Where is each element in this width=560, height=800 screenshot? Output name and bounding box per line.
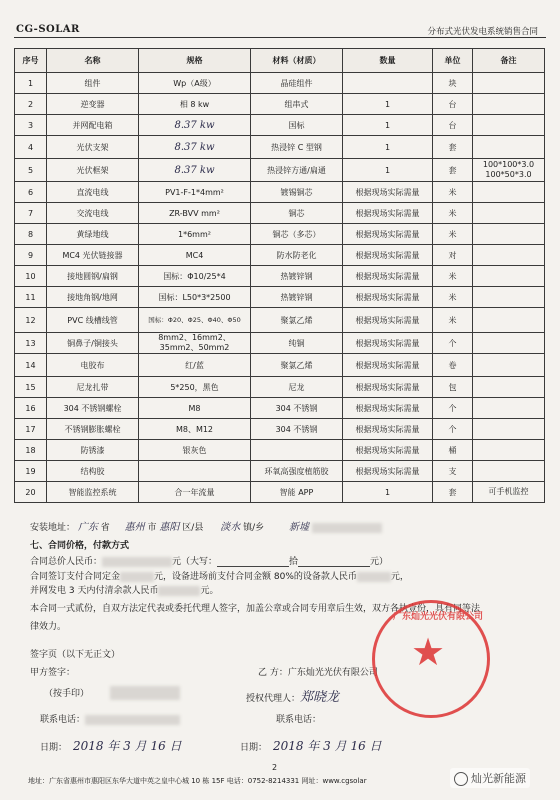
cell-no: 9 [15, 245, 47, 266]
deposit-line [30, 569, 409, 582]
total-price-yuan: 元） [370, 557, 389, 567]
effect-clause-line: 本合同一式贰份，自双方法定代表或委托代理人签字，加盖公章或合同专用章后生效，双方各执壹份，具有同等法 [30, 604, 481, 614]
redacted-signature [110, 686, 180, 700]
cell-name: 结构胶 [47, 461, 139, 482]
table-row [15, 287, 545, 308]
cell-unit: 套 [433, 482, 473, 503]
cell-qty: 根据现场实际需量 [343, 461, 433, 482]
cell-unit: 台 [433, 115, 473, 136]
install-city-suffix: 市 [147, 523, 157, 533]
redacted-equipment [357, 572, 391, 582]
col-header-no: 序号 [15, 49, 47, 73]
party-a-sign: 甲方签字： [30, 668, 76, 678]
cell-material: 热浸锌方通/扁通 [251, 159, 343, 182]
install-label: 安装地址： [30, 523, 76, 533]
cell-spec: 合一年流量 [139, 482, 251, 503]
cell-qty: 根据现场实际需量 [343, 440, 433, 461]
table-row [15, 159, 545, 182]
agent-label: 授权代理人： [246, 694, 301, 704]
table-row [15, 398, 545, 419]
cell-spec: 国标：L50*3*2500 [139, 287, 251, 308]
watermark [450, 768, 530, 788]
cell-spec: 5*250，黑色 [139, 377, 251, 398]
party-a-date [40, 737, 182, 754]
cell-no: 13 [15, 333, 47, 354]
cell-no: 19 [15, 461, 47, 482]
table-row [15, 440, 545, 461]
cell-material: 热镀锌钢 [251, 287, 343, 308]
cell-unit: 个 [433, 419, 473, 440]
cell-unit: 个 [433, 398, 473, 419]
cell-qty: 根据现场实际需量 [343, 419, 433, 440]
company-seal [372, 600, 490, 718]
cell-note [473, 73, 545, 94]
footer-address: 地址：广东省惠州市惠阳区东华大道中英之皇中心城 10 栋 15F 电话：0752-8214331 网址：www.cgsolar [28, 777, 367, 785]
cell-unit: 米 [433, 266, 473, 287]
table-row [15, 354, 545, 377]
cell-qty: 1 [343, 115, 433, 136]
install-province: 广东 [77, 522, 98, 533]
cell-spec: 国标：Φ20、Φ25、Φ40、Φ50 [139, 308, 251, 333]
total-price-shi: 拾 [289, 557, 299, 567]
cell-no: 14 [15, 354, 47, 377]
table-row [15, 461, 545, 482]
cell-unit: 个 [433, 333, 473, 354]
total-price-line [30, 554, 388, 567]
cell-no: 15 [15, 377, 47, 398]
effect-clause-line-2: 律效力。 [30, 622, 67, 632]
cell-note [473, 224, 545, 245]
cell-material: 尼龙 [251, 377, 343, 398]
cell-spec: 8mm2、16mm2、35mm2、50mm2 [139, 333, 251, 354]
cell-name: 黄绿地线 [47, 224, 139, 245]
cell-unit: 包 [433, 377, 473, 398]
install-district-suffix: 区/县 [182, 523, 204, 533]
cell-note [473, 354, 545, 377]
cell-unit: 桶 [433, 440, 473, 461]
cell-name: 并网配电箱 [47, 115, 139, 136]
install-city: 惠州 [124, 522, 145, 533]
cell-spec: 8.37 kw [139, 115, 251, 136]
cell-qty: 1 [343, 159, 433, 182]
party-b-name: 广东灿光光伏有限公司 [287, 668, 378, 678]
col-header-unit: 单位 [433, 49, 473, 73]
redacted-phone [85, 715, 180, 725]
total-price-daxie: 元（大写： [172, 557, 218, 567]
cell-spec: MC4 [139, 245, 251, 266]
cell-material: 铜芯 [251, 203, 343, 224]
cell-name: 防锈漆 [47, 440, 139, 461]
cell-note [473, 440, 545, 461]
cell-note [473, 245, 545, 266]
cell-qty: 根据现场实际需量 [343, 245, 433, 266]
cell-qty: 1 [343, 482, 433, 503]
cell-no: 5 [15, 159, 47, 182]
cell-name: 接地角钢/地网 [47, 287, 139, 308]
cell-spec: M8、M12 [139, 419, 251, 440]
install-town: 淡水 [220, 522, 241, 533]
cell-name: 接地圆钢/扁钢 [47, 266, 139, 287]
brand-logo-text: CG-SOLAR [16, 24, 80, 35]
table-row [15, 115, 545, 136]
table-row [15, 182, 545, 203]
table-row [15, 308, 545, 333]
amount-blank [217, 555, 289, 567]
cell-material: 热镀锌钢 [251, 266, 343, 287]
party-b-phone: 联系电话： [276, 715, 322, 725]
contract-title: 分布式光伏发电系统销售合同 [427, 27, 538, 37]
cell-unit: 套 [433, 136, 473, 159]
cell-material: 纯铜 [251, 333, 343, 354]
cell-note [473, 377, 545, 398]
table-row [15, 136, 545, 159]
cell-unit: 米 [433, 203, 473, 224]
table-header-row [15, 49, 545, 73]
cell-spec: M8 [139, 398, 251, 419]
cell-qty: 根据现场实际需量 [343, 354, 433, 377]
table-row [15, 73, 545, 94]
cell-note: 100*100*3.0 100*50*3.0 [473, 159, 545, 182]
table-row [15, 94, 545, 115]
cell-material [251, 440, 343, 461]
col-header-spec: 规格 [139, 49, 251, 73]
header-divider [14, 37, 546, 38]
redacted-address [312, 523, 382, 533]
cell-qty: 根据现场实际需量 [343, 308, 433, 333]
party-a-signature-area [110, 686, 180, 700]
date-a-value: 2018 年 3 月 16 日 [73, 739, 182, 753]
cell-spec [139, 461, 251, 482]
cell-name: 组件 [47, 73, 139, 94]
cell-qty: 根据现场实际需量 [343, 224, 433, 245]
cell-spec: 红/蓝 [139, 354, 251, 377]
table-row [15, 482, 545, 503]
cell-no: 17 [15, 419, 47, 440]
table-row [15, 377, 545, 398]
cell-no: 1 [15, 73, 47, 94]
cell-no: 20 [15, 482, 47, 503]
cell-note [473, 333, 545, 354]
cell-material: 镀锡铜芯 [251, 182, 343, 203]
cell-qty: 根据现场实际需量 [343, 203, 433, 224]
col-header-name: 名称 [47, 49, 139, 73]
cell-no: 12 [15, 308, 47, 333]
cell-unit: 米 [433, 308, 473, 333]
redacted-amount [102, 557, 172, 567]
cell-no: 2 [15, 94, 47, 115]
date-b-value: 2018 年 3 月 16 日 [273, 739, 382, 753]
cell-qty: 1 [343, 94, 433, 115]
cell-unit: 块 [433, 73, 473, 94]
cell-material: 热浸锌 C 型钢 [251, 136, 343, 159]
cell-name: 304 不锈钢螺栓 [47, 398, 139, 419]
cell-material: 聚氯乙烯 [251, 354, 343, 377]
seal-star-icon: ★ [411, 630, 446, 674]
cell-note [473, 461, 545, 482]
install-town-suffix: 镇/乡 [243, 523, 265, 533]
watermark-text: 灿光新能源 [471, 772, 526, 785]
cell-material: 晶硅组件 [251, 73, 343, 94]
cell-unit: 米 [433, 182, 473, 203]
cell-qty: 根据现场实际需量 [343, 266, 433, 287]
wechat-icon [454, 772, 468, 786]
cell-name: PVC 线槽线管 [47, 308, 139, 333]
cell-spec: 8.37 kw [139, 159, 251, 182]
cell-unit: 卷 [433, 354, 473, 377]
cell-material: 组串式 [251, 94, 343, 115]
date-a-label: 日期： [40, 743, 68, 753]
col-header-material: 材料（材质） [251, 49, 343, 73]
cell-qty: 根据现场实际需量 [343, 287, 433, 308]
cell-spec: Wp（A级） [139, 73, 251, 94]
cell-qty: 1 [343, 136, 433, 159]
cell-note [473, 182, 545, 203]
cell-material: 国标 [251, 115, 343, 136]
deposit-label: 合同签订支付合同定金 [30, 572, 121, 582]
redacted-balance [158, 586, 200, 596]
cell-spec: 8.37 kw [139, 136, 251, 159]
cell-note [473, 308, 545, 333]
balance-line [30, 583, 218, 596]
cell-name: 智能监控系统 [47, 482, 139, 503]
install-address-line [30, 518, 382, 533]
cell-no: 11 [15, 287, 47, 308]
party-b-label: 乙 方： [258, 668, 288, 678]
install-district: 惠阳 [159, 522, 180, 533]
cell-name: 交流电线 [47, 203, 139, 224]
cell-no: 6 [15, 182, 47, 203]
page-number: 2 [272, 763, 278, 772]
cell-qty: 根据现场实际需量 [343, 398, 433, 419]
cell-unit: 米 [433, 224, 473, 245]
date-b-label: 日期： [240, 743, 268, 753]
cell-note [473, 266, 545, 287]
cell-name: 电胶布 [47, 354, 139, 377]
cell-qty [343, 73, 433, 94]
table-row [15, 333, 545, 354]
party-b-line [258, 665, 378, 678]
cell-qty: 根据现场实际需量 [343, 377, 433, 398]
amount-blank-2 [298, 555, 370, 567]
cell-name: 尼龙扎带 [47, 377, 139, 398]
total-price-label: 合同总价人民币： [30, 557, 103, 567]
cell-qty: 根据现场实际需量 [343, 333, 433, 354]
balance-label: 并网发电 3 天内付清余款人民币 [30, 586, 159, 596]
cell-unit: 套 [433, 159, 473, 182]
cell-material: 防水防老化 [251, 245, 343, 266]
cell-name: MC4 光伏链接器 [47, 245, 139, 266]
cell-spec: 1*6mm² [139, 224, 251, 245]
cell-material: 304 不锈钢 [251, 419, 343, 440]
table-row [15, 245, 545, 266]
install-detail: 新墟 [289, 522, 310, 533]
signature-page-note: 签字页（以下无正文） [30, 650, 121, 660]
cell-spec: 相 8 kw [139, 94, 251, 115]
cell-note [473, 398, 545, 419]
goods-table [14, 48, 545, 503]
cell-spec: ZR-BVV mm² [139, 203, 251, 224]
cell-note: 可手机监控 [473, 482, 545, 503]
cell-material: 聚氯乙烯 [251, 308, 343, 333]
table-row [15, 419, 545, 440]
cell-unit: 台 [433, 94, 473, 115]
cell-name: 光伏支架 [47, 136, 139, 159]
phone-a-label: 联系电话： [40, 715, 86, 725]
redacted-deposit [120, 572, 154, 582]
cell-no: 3 [15, 115, 47, 136]
cell-spec: 国标：Φ10/25*4 [139, 266, 251, 287]
cell-no: 10 [15, 266, 47, 287]
agent-signature: 郑晓龙 [300, 690, 340, 705]
party-a-phone [40, 712, 180, 725]
cell-note [473, 419, 545, 440]
cell-no: 8 [15, 224, 47, 245]
col-header-qty: 数量 [343, 49, 433, 73]
cell-name: 不锈钢膨胀螺栓 [47, 419, 139, 440]
cell-material: 铜芯（多芯） [251, 224, 343, 245]
cell-unit: 支 [433, 461, 473, 482]
table-row [15, 266, 545, 287]
cell-no: 4 [15, 136, 47, 159]
cell-name: 光伏框架 [47, 159, 139, 182]
cell-name: 铜鼻子/铜接头 [47, 333, 139, 354]
cell-spec: PV1-F-1*4mm² [139, 182, 251, 203]
cell-name: 逆变器 [47, 94, 139, 115]
cell-note [473, 94, 545, 115]
cell-note [473, 136, 545, 159]
balance-yuan: 元。 [200, 586, 219, 596]
cell-material: 智能 APP [251, 482, 343, 503]
cell-unit: 对 [433, 245, 473, 266]
deposit-terms: 元，设备进场前支付合同金额 80%的设备款人民币 [154, 572, 357, 582]
cell-unit: 米 [433, 287, 473, 308]
cell-material: 环氧高强度植筋胶 [251, 461, 343, 482]
install-province-suffix: 省 [100, 523, 110, 533]
table-row [15, 203, 545, 224]
section-7-title: 七、合同价格，付款方式 [30, 541, 130, 551]
cell-spec: 银灰色 [139, 440, 251, 461]
agent-line [246, 686, 339, 705]
thumbprint-label: （按手印） [44, 689, 90, 699]
cell-no: 7 [15, 203, 47, 224]
cell-no: 18 [15, 440, 47, 461]
cell-qty: 根据现场实际需量 [343, 182, 433, 203]
cell-no: 16 [15, 398, 47, 419]
cell-name: 直流电线 [47, 182, 139, 203]
party-b-date [240, 737, 382, 754]
cell-note [473, 115, 545, 136]
seal-text: 广东灿光光伏有限公司 [393, 612, 484, 622]
cell-note [473, 287, 545, 308]
cell-note [473, 203, 545, 224]
deposit-yuan: 元， [390, 572, 409, 582]
col-header-note: 备注 [473, 49, 545, 73]
cell-material: 304 不锈钢 [251, 398, 343, 419]
table-row [15, 224, 545, 245]
